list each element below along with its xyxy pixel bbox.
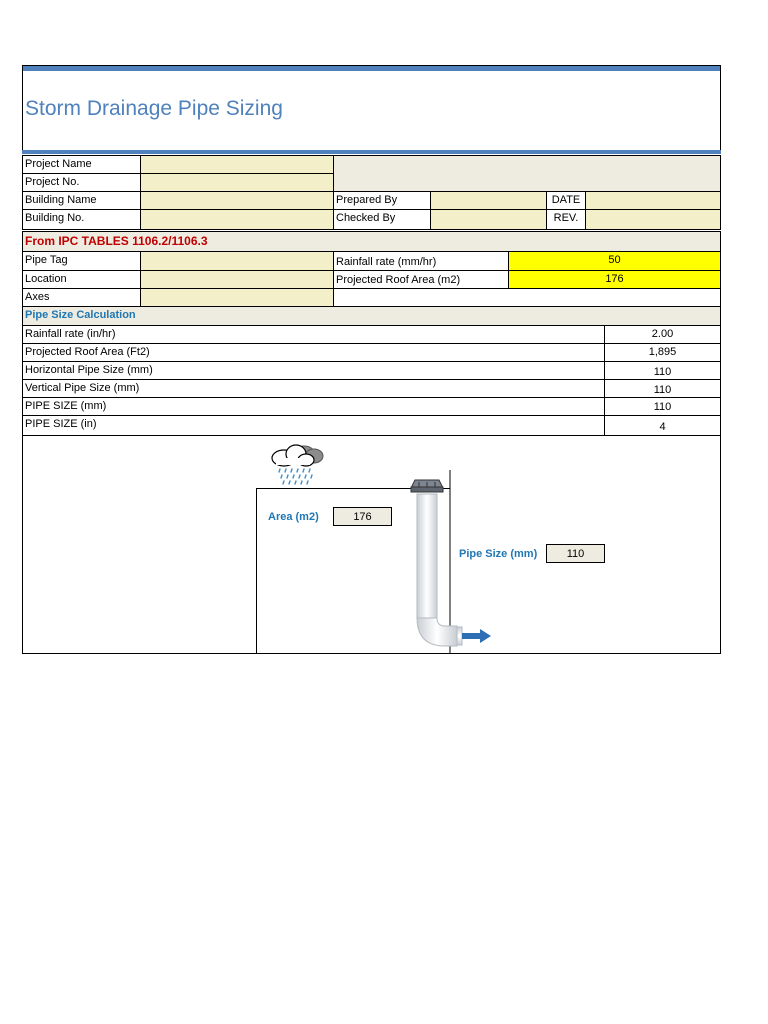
calc-heading: Pipe Size Calculation bbox=[22, 306, 721, 326]
prepared-by-field[interactable] bbox=[430, 191, 547, 210]
project-info-blank bbox=[333, 155, 721, 192]
calc-row-label: Horizontal Pipe Size (mm) bbox=[22, 361, 605, 380]
calc-row-label: PIPE SIZE (in) bbox=[22, 415, 605, 436]
pipe-tag-field[interactable] bbox=[140, 251, 334, 271]
location-field[interactable] bbox=[140, 270, 334, 289]
checked-by-label: Checked By bbox=[333, 209, 431, 230]
calc-row-label: Vertical Pipe Size (mm) bbox=[22, 379, 605, 398]
prepared-by-label: Prepared By bbox=[333, 191, 431, 210]
pipe-size-value: 110 bbox=[546, 544, 605, 563]
ipc-heading: From IPC TABLES 1106.2/1106.3 bbox=[22, 231, 721, 252]
location-label: Location bbox=[22, 270, 141, 289]
axes-field[interactable] bbox=[140, 288, 334, 307]
calc-row-value: 1,895 bbox=[604, 343, 721, 362]
calc-row-value: 2.00 bbox=[604, 325, 721, 344]
bottom-bar bbox=[22, 150, 721, 154]
calc-row-label: PIPE SIZE (mm) bbox=[22, 397, 605, 416]
project-name-label: Project Name bbox=[22, 155, 141, 174]
calc-row-value: 110 bbox=[604, 379, 721, 398]
rainfall-rate-input[interactable]: 50 bbox=[508, 251, 721, 271]
calc-row-value: 110 bbox=[604, 397, 721, 416]
roof-area-input[interactable]: 176 bbox=[508, 270, 721, 289]
date-label: DATE bbox=[546, 191, 586, 210]
area-label: Area (m2) bbox=[268, 511, 319, 523]
rev-field[interactable] bbox=[585, 209, 721, 230]
roof-area-label: Projected Roof Area (m2) bbox=[333, 270, 509, 289]
area-value: 176 bbox=[333, 507, 392, 526]
rev-label: REV. bbox=[546, 209, 586, 230]
calc-row-label: Projected Roof Area (Ft2) bbox=[22, 343, 605, 362]
rainfall-rate-label: Rainfall rate (mm/hr) bbox=[333, 251, 509, 271]
building-name-field[interactable] bbox=[140, 191, 334, 210]
axes-label: Axes bbox=[22, 288, 141, 307]
date-field[interactable] bbox=[585, 191, 721, 210]
calc-row-value: 110 bbox=[604, 361, 721, 380]
project-no-field[interactable] bbox=[140, 173, 334, 192]
page-title: Storm Drainage Pipe Sizing bbox=[25, 97, 283, 120]
calc-row-value: 4 bbox=[604, 415, 721, 436]
project-name-field[interactable] bbox=[140, 155, 334, 174]
pipe-tag-label: Pipe Tag bbox=[22, 251, 141, 271]
axes-blank bbox=[333, 288, 721, 307]
downpipe-icon bbox=[405, 490, 495, 650]
building-no-field[interactable] bbox=[140, 209, 334, 230]
building-name-label: Building Name bbox=[22, 191, 141, 210]
pipe-size-label: Pipe Size (mm) bbox=[459, 548, 538, 560]
checked-by-field[interactable] bbox=[430, 209, 547, 230]
building-no-label: Building No. bbox=[22, 209, 141, 230]
project-no-label: Project No. bbox=[22, 173, 141, 192]
calc-row-label: Rainfall rate (in/hr) bbox=[22, 325, 605, 344]
